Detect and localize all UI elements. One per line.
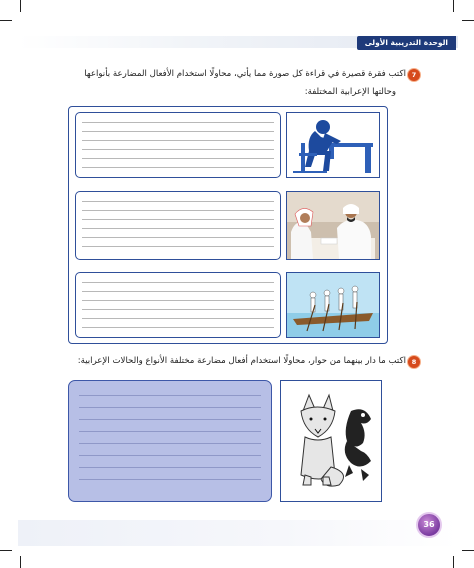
- ruled-line: [82, 201, 274, 202]
- crop-mark: [20, 0, 21, 12]
- ruled-line: [82, 327, 274, 328]
- ruled-line: [82, 300, 274, 301]
- ruled-line: [82, 282, 274, 283]
- ruled-line: [79, 443, 261, 444]
- writing-area-2[interactable]: [75, 191, 281, 260]
- writing-area-3[interactable]: [75, 272, 281, 338]
- ruled-line: [82, 309, 274, 310]
- ruled-line: [82, 237, 274, 238]
- ruled-line: [79, 395, 261, 396]
- question-7-line1: اكتب فقرة قصيرة في قراءة كل صورة مما يأتي، محاولًا استخدام الأفعال المضارعة بأنواعها: [84, 69, 406, 79]
- writing-area-1[interactable]: [75, 112, 281, 178]
- question-8-text: اكتب ما دار بينهما من حوار، محاولًا استخدام أفعال مضارعة مختلفة الأنواع والحالات الإعرابية:: [77, 356, 406, 366]
- unit-title: الوحدة التدريبية الأولى: [357, 36, 456, 50]
- crop-mark: [462, 550, 474, 551]
- ruled-line: [82, 122, 274, 123]
- ruled-line: [79, 479, 261, 480]
- ruled-line: [82, 140, 274, 141]
- man-at-desk-illustration: [287, 113, 379, 177]
- ruled-line: [79, 419, 261, 420]
- ruled-line: [82, 158, 274, 159]
- dialogue-writing-area[interactable]: [68, 380, 272, 502]
- ruled-line: [82, 131, 274, 132]
- picture-frame-2: [286, 191, 380, 260]
- question-7-line2: وحالتها الإعرابية المختلفة:: [304, 87, 396, 97]
- crop-mark: [453, 0, 454, 12]
- ruled-line: [79, 455, 261, 456]
- crop-mark: [20, 556, 21, 568]
- question-8-number: 8: [408, 356, 420, 368]
- ruled-line: [82, 291, 274, 292]
- crop-mark: [462, 20, 474, 21]
- crop-mark: [0, 550, 12, 551]
- footer-band: [18, 520, 458, 546]
- ruled-line: [79, 431, 261, 432]
- question-7-number: 7: [408, 69, 420, 81]
- ruled-line: [82, 318, 274, 319]
- crop-mark: [453, 556, 454, 568]
- two-men-meeting-photo: [287, 192, 379, 259]
- page-number: 36: [416, 512, 442, 538]
- ruled-line: [82, 210, 274, 211]
- picture-frame-3: [286, 272, 380, 338]
- ruled-line: [79, 467, 261, 468]
- fox-and-bird-drawing: [281, 381, 381, 501]
- ruled-line: [82, 149, 274, 150]
- ruled-line: [82, 219, 274, 220]
- ruled-line: [82, 246, 274, 247]
- ruled-line: [82, 167, 274, 168]
- ruled-line: [79, 407, 261, 408]
- picture-frame-4: [280, 380, 382, 502]
- ruled-line: [82, 228, 274, 229]
- crop-mark: [0, 20, 12, 21]
- rowing-team-illustration: [287, 273, 379, 337]
- picture-frame-1: [286, 112, 380, 178]
